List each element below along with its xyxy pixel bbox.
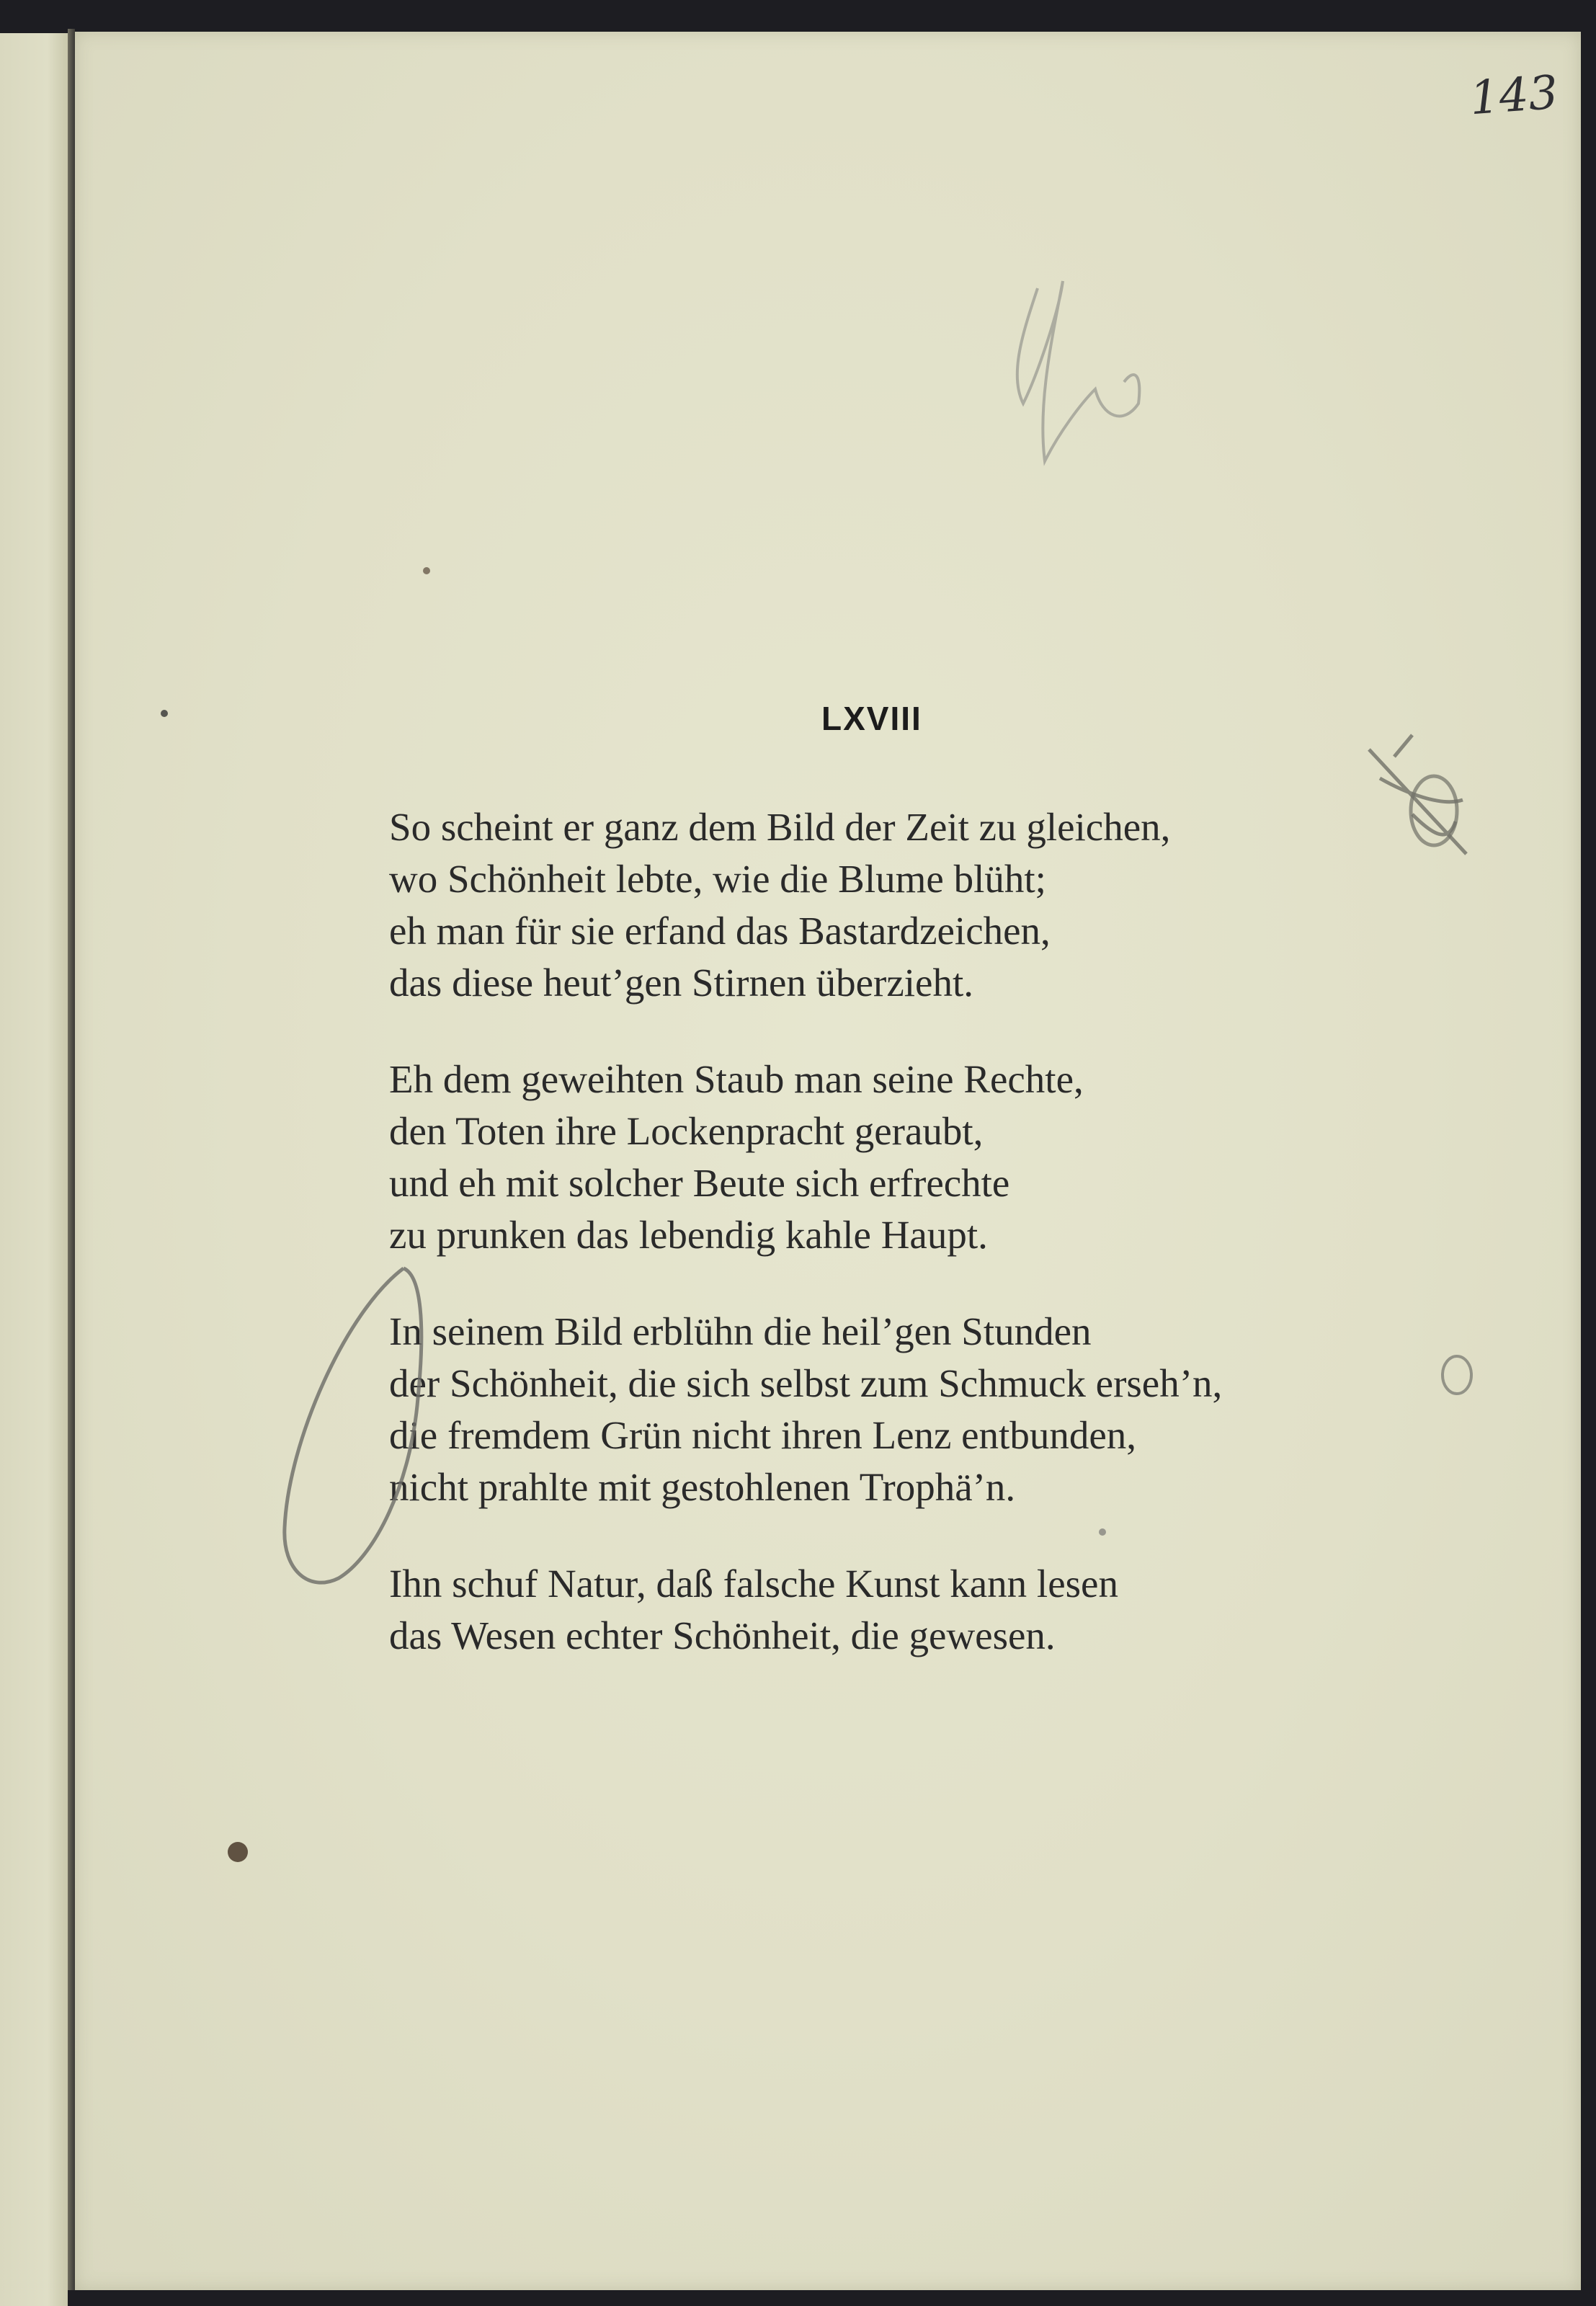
page-right-edge bbox=[1581, 26, 1596, 2306]
poem-line: der Schönheit, die sich selbst zum Schmuck erseh’n, bbox=[389, 1361, 1223, 1405]
stanza-3 bbox=[389, 1306, 1412, 1513]
poem-line: So scheint er ganz dem Bild der Zeit zu gleichen, bbox=[389, 805, 1171, 849]
book-gutter bbox=[68, 29, 75, 2306]
poem-line: wo Schönheit lebte, wie die Blume blüht; bbox=[389, 857, 1046, 901]
poem-title: LXVIII bbox=[821, 700, 922, 737]
poem-line: nicht prahlte mit gestohlenen Trophä’n. bbox=[389, 1465, 1016, 1509]
page-bottom-edge bbox=[68, 2290, 1596, 2306]
poem-text bbox=[389, 801, 1412, 1706]
poem-line: Eh dem geweihten Staub man seine Rechte, bbox=[389, 1057, 1084, 1101]
poem-line: und eh mit solcher Beute sich erfrechte bbox=[389, 1161, 1010, 1205]
facing-page-edge bbox=[0, 33, 68, 2306]
stanza-2 bbox=[389, 1054, 1412, 1261]
poem-line: das Wesen echter Schönheit, die gewesen. bbox=[389, 1613, 1056, 1657]
poem-line: eh man für sie erfand das Bastardzeichen, bbox=[389, 909, 1051, 953]
poem-line: Ihn schuf Natur, daß falsche Kunst kann lesen bbox=[389, 1562, 1118, 1606]
stanza-1 bbox=[389, 801, 1412, 1009]
poem-line: zu prunken das lebendig kahle Haupt. bbox=[389, 1213, 988, 1257]
poem-line: In seinem Bild erblühn die heil’gen Stunden bbox=[389, 1309, 1092, 1353]
stanza-4 bbox=[389, 1558, 1412, 1662]
binding-top-edge bbox=[0, 0, 1596, 33]
poem-line: die fremdem Grün nicht ihren Lenz entbunden, bbox=[389, 1413, 1136, 1457]
poem-line: den Toten ihre Lockenpracht geraubt, bbox=[389, 1109, 984, 1153]
page-number-handwritten: 143 bbox=[1468, 66, 1560, 126]
poem-line: das diese heut’gen Stirnen überzieht. bbox=[389, 961, 973, 1005]
